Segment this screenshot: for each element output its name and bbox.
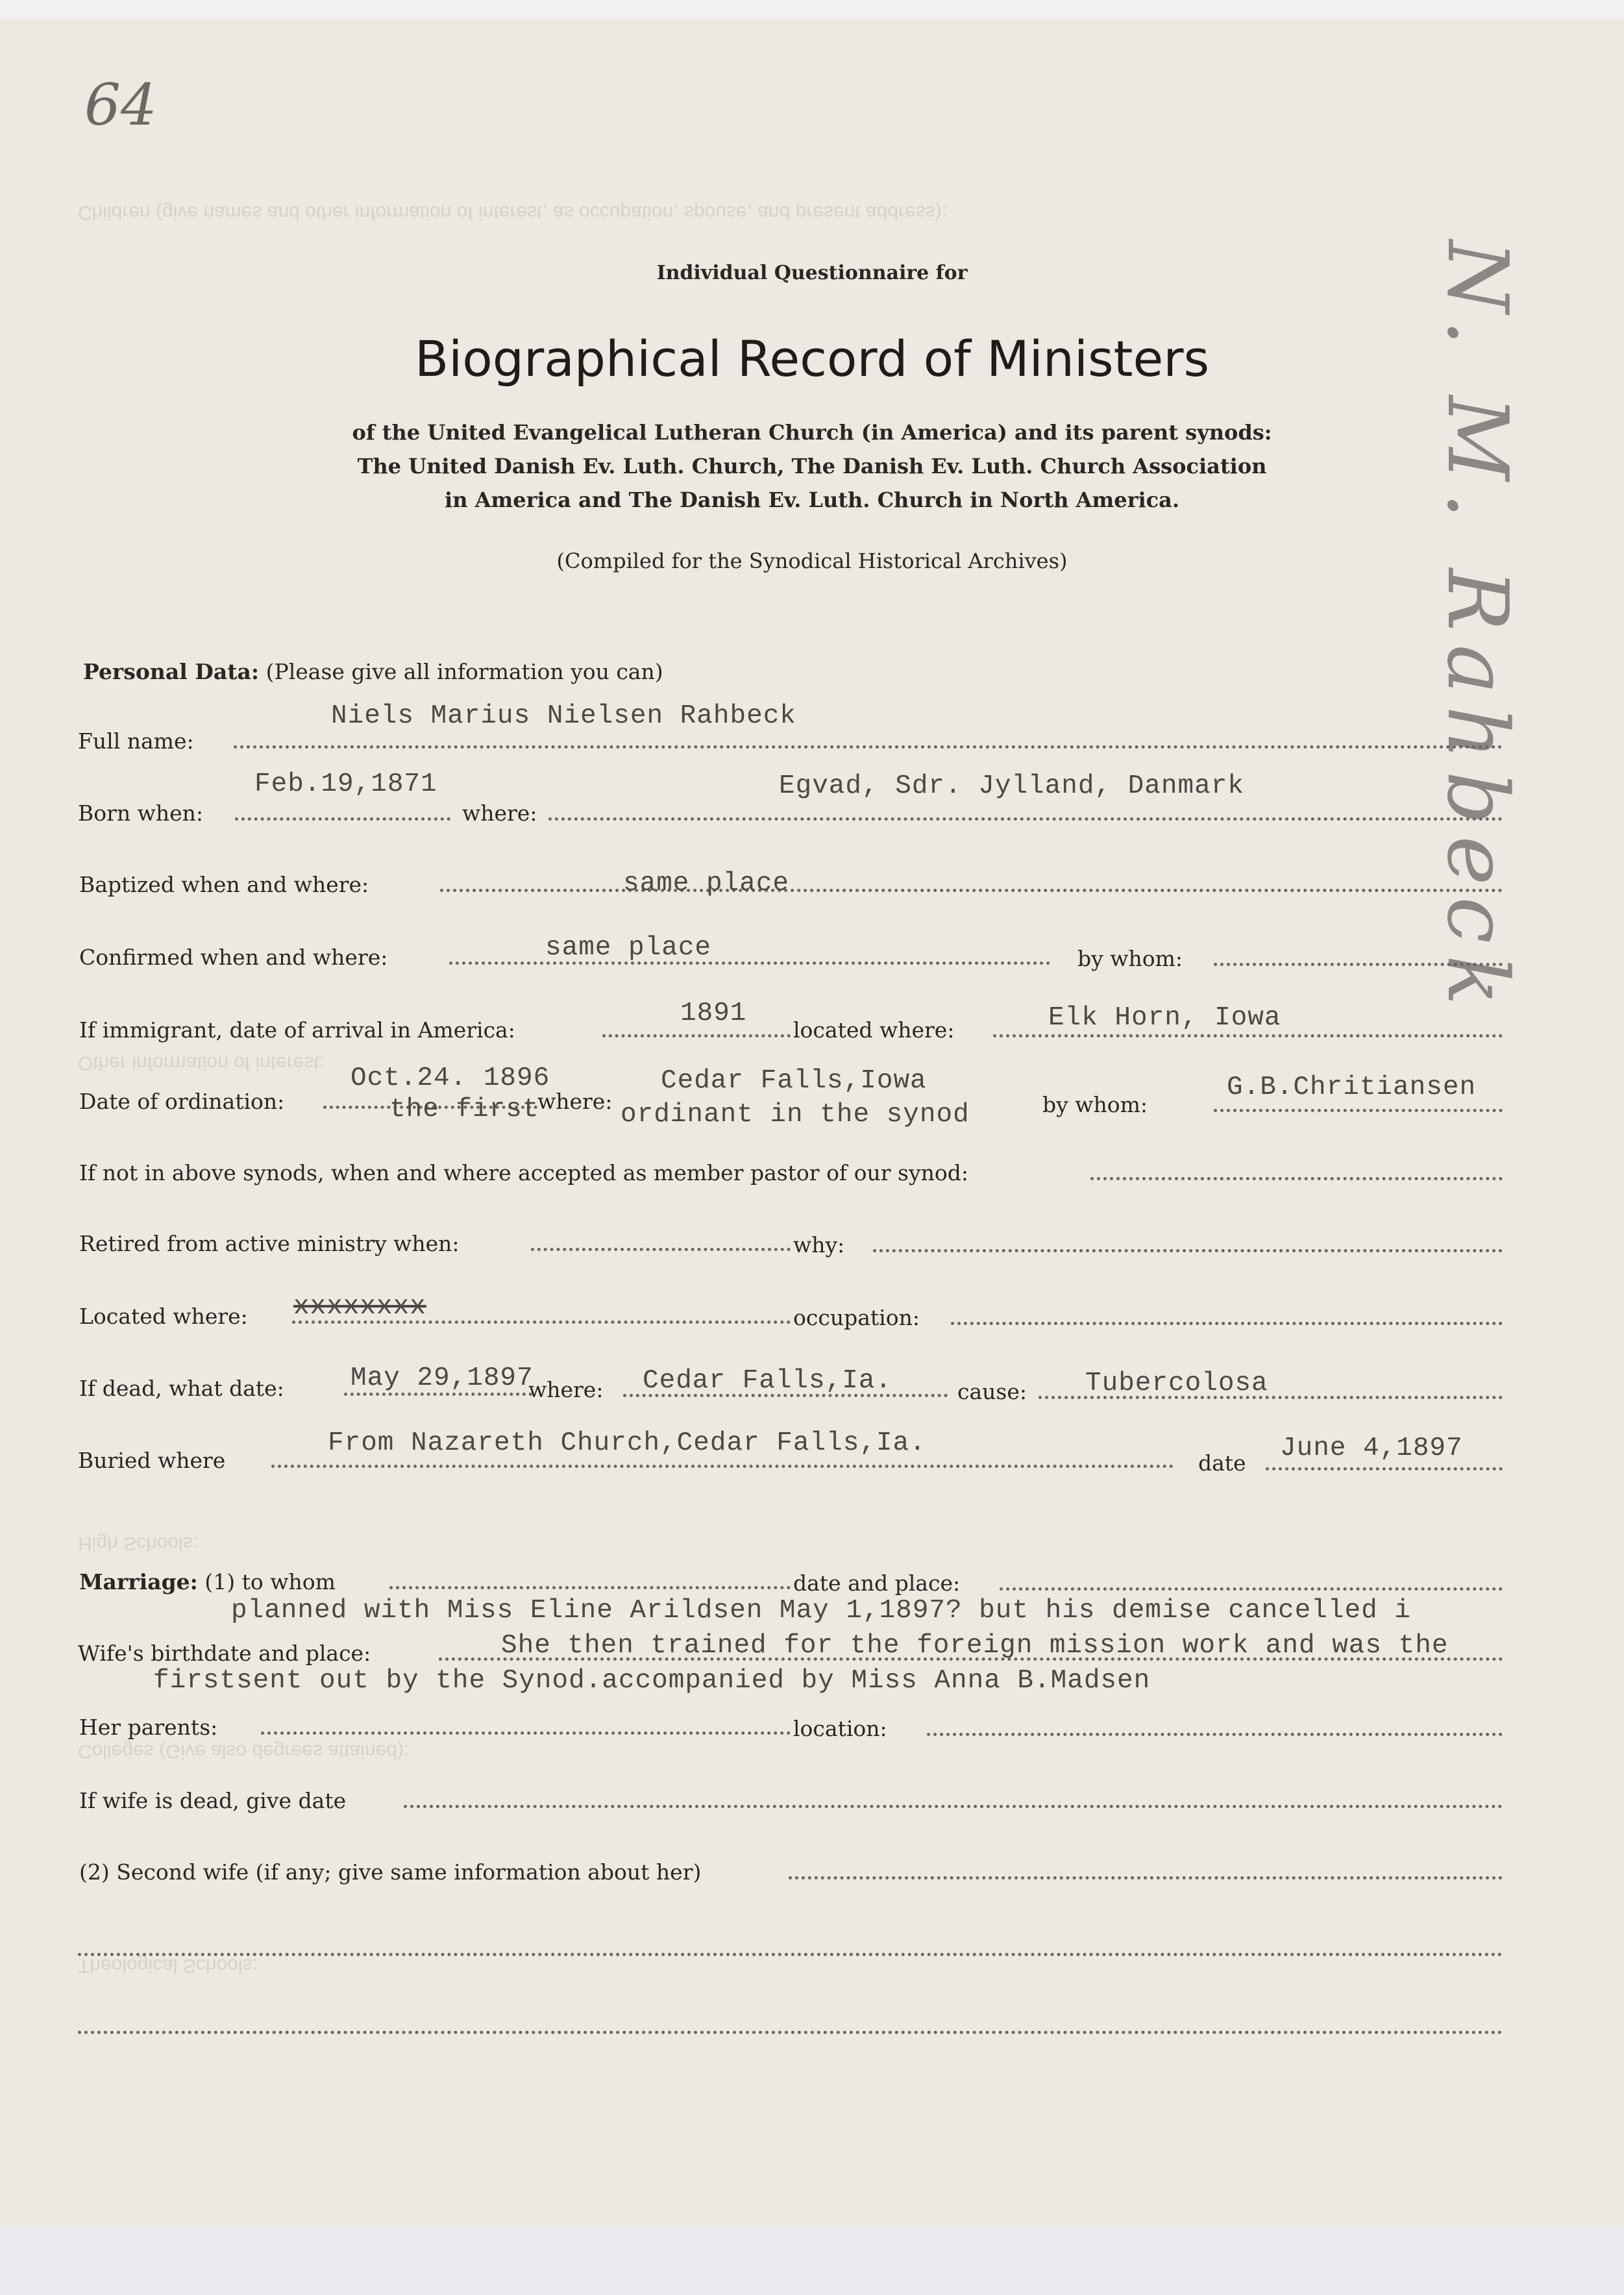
wife-dead-label: If wife is dead, give date xyxy=(79,1788,347,1813)
cause-value: Tubercolosa xyxy=(1085,1369,1268,1398)
marriage-note-line-1: planned with Miss Eline Arildsen May 1,1897? but his demise cancelled i xyxy=(231,1596,1411,1626)
blank-line-1 xyxy=(78,1953,1503,1956)
born-when-line xyxy=(235,817,450,821)
ordination-by-value: G.B.Chritiansen xyxy=(1227,1073,1477,1102)
ordination-where-label: where: xyxy=(537,1089,613,1114)
baptized-label: Baptized when and where: xyxy=(79,872,369,897)
retired-when-line xyxy=(531,1248,791,1251)
occupation-label: occupation: xyxy=(793,1305,920,1330)
wife-dead-line xyxy=(404,1805,1503,1808)
marriage-date-place-label: date and place: xyxy=(793,1570,961,1596)
handwritten-side-note: N. M. Rahbeck xyxy=(1429,240,1525,1017)
cause-label: cause: xyxy=(957,1379,1027,1404)
marriage-title: Marriage: xyxy=(79,1569,198,1594)
ordination-date-value: Oct.24. 1896 xyxy=(351,1063,550,1093)
born-where-value: Egvad, Sdr. Jylland, Danmark xyxy=(779,771,1244,801)
dead-where-label: where: xyxy=(528,1377,604,1402)
located2-struck-value: xxxxxxxx xyxy=(293,1292,426,1322)
second-wife-label: (2) Second wife (if any; give same information about her) xyxy=(79,1859,702,1885)
questionnaire-page: Children (give names and other information of interest, as occupation, spouse, and present address): Other information of interest: High Schools: Colleges (Give also degrees attained): Theological Schools: 64 N. M. Rahbeck Individual Questionnaire for Biographical Record of Ministers of the United Evangelical Lutheran Church (in America) and its parent synods: The United Danish Ev. Luth. Church, The Danish Ev. Luth. Church Association in America and The Danish Ev. Luth. Church in North America. (Compiled for the Synodical Historical Archives) Personal Data: (Please give all information you can) Full name: Niels Marius Nielsen Rahbeck Born when: Feb.19,1871 where: Egvad, Sdr. Jylland, Danmark Baptized when and where: same place Confirmed when and where: same place by whom: If immigrant, date of arrival in America: 1891 located where: Elk Horn, Iowa Date of ordination: Oct.24. 1896 the first where: Cedar Falls,Iowa ordinant in the synod by whom: G.B.Chritiansen If not in above synods, when and where accepted as member pastor of our synod: Retired from active ministry when: why: Located where: xxxxxxxx occupation: If dead, what date: May 29,1897 where: Cedar Falls,Ia. cause: Tubercolosa Buried where From Nazareth Church,Cedar Falls,Ia. date June 4,1897 Marriage: (1) to whom date and place: planned with Miss Eline Arildsen May 1,1897? but his demise cancelled i Wife's birthdate and place: She then trained for the foreign mission work and was the firstsent out by the Synod.accompanied by Miss Anna B.Madsen Her parents: location: If wife is dead, give date (2) Second wife (if any; give same information about her) xyxy=(0,19,1624,2227)
located2-label: Located where: xyxy=(79,1304,248,1329)
synods-line-2: The United Danish Ev. Luth. Church, The Danish Ev. Luth. Church Association xyxy=(357,454,1267,478)
compiled-note: (Compiled for the Synodical Historical Archives) xyxy=(556,549,1068,573)
personal-data-title: Personal Data: xyxy=(83,659,260,684)
baptized-value: same place xyxy=(623,869,790,899)
handwritten-sheet-number: 64 xyxy=(84,71,157,138)
born-when-label: Born when: xyxy=(78,800,204,826)
ordination-by-line xyxy=(1214,1109,1503,1112)
confirmed-label: Confirmed when and where: xyxy=(79,945,388,970)
buried-date-value: June 4,1897 xyxy=(1280,1433,1463,1463)
buried-where-line xyxy=(271,1465,1174,1468)
marriage-to-whom-label: (1) to whom xyxy=(204,1569,336,1594)
second-wife-line xyxy=(789,1876,1503,1879)
page-title: Biographical Record of Ministers xyxy=(414,330,1210,388)
ordination-label: Date of ordination: xyxy=(79,1089,285,1114)
ordination-by-label: by whom: xyxy=(1042,1092,1148,1117)
retired-why-line xyxy=(873,1249,1503,1252)
ordination-note-synod: ordinant in the synod xyxy=(621,1100,970,1130)
accepted-label: If not in above synods, when and where accepted as member pastor of our synod: xyxy=(79,1160,968,1185)
scan-background xyxy=(0,2227,1624,2295)
accepted-line xyxy=(1090,1177,1503,1180)
parents-location-label: location: xyxy=(793,1716,887,1741)
personal-data-note: (Please give all information you can) xyxy=(265,659,663,684)
marriage-note-line-3: firstsent out by the Synod.accompanied by Miss Anna B.Madsen xyxy=(153,1666,1151,1696)
immigrant-label: If immigrant, date of arrival in America: xyxy=(79,1017,515,1043)
dead-label: If dead, what date: xyxy=(79,1376,284,1401)
marriage-date-place-line xyxy=(1000,1587,1503,1591)
buried-date-line xyxy=(1266,1467,1503,1470)
retired-why-label: why: xyxy=(793,1232,845,1258)
full-name-label: Full name: xyxy=(78,728,194,754)
questionnaire-heading: Individual Questionnaire for xyxy=(656,262,968,284)
her-parents-line xyxy=(261,1731,791,1735)
her-parents-label: Her parents: xyxy=(79,1715,218,1740)
wife-birthdate-label: Wife's birthdate and place: xyxy=(78,1641,371,1666)
ordination-note-first: the first xyxy=(389,1095,539,1124)
located-value: Elk Horn, Iowa xyxy=(1048,1003,1281,1033)
full-name-value: Niels Marius Nielsen Rahbeck xyxy=(331,701,796,731)
full-name-line xyxy=(234,745,1503,749)
located-line xyxy=(993,1034,1503,1037)
personal-data-heading xyxy=(83,659,663,684)
marriage-note-line-2: She then trained for the foreign mission work and was the xyxy=(501,1631,1449,1661)
immigrant-date-value: 1891 xyxy=(680,999,747,1028)
synods-line-3: in America and The Danish Ev. Luth. Church in North America. xyxy=(445,488,1179,512)
confirmed-value: same place xyxy=(545,933,712,963)
confirmed-by-line xyxy=(1214,963,1503,966)
marriage-to-whom-line xyxy=(389,1586,791,1589)
located-label: located where: xyxy=(793,1017,955,1043)
confirmed-line xyxy=(449,961,1050,965)
born-where-line xyxy=(548,817,1503,821)
buried-label: Buried where xyxy=(78,1448,226,1473)
born-where-label: where: xyxy=(462,800,537,826)
marriage-heading xyxy=(79,1569,336,1594)
occupation-line xyxy=(951,1322,1503,1325)
buried-date-label: date xyxy=(1198,1450,1246,1476)
dead-date-value: May 29,1897 xyxy=(351,1363,534,1393)
buried-where-value: From Nazareth Church,Cedar Falls,Ia. xyxy=(328,1428,926,1458)
confirmed-by-label: by whom: xyxy=(1077,946,1183,971)
parents-location-line xyxy=(927,1733,1503,1736)
dead-where-value: Cedar Falls,Ia. xyxy=(643,1366,892,1396)
born-when-value: Feb.19,1871 xyxy=(254,769,437,799)
blank-line-2 xyxy=(78,2031,1503,2034)
immigrant-line xyxy=(602,1034,791,1037)
ordination-where-value: Cedar Falls,Iowa xyxy=(661,1066,927,1096)
retired-label: Retired from active ministry when: xyxy=(79,1231,460,1256)
baptized-line xyxy=(440,889,1503,892)
synods-line-1: of the United Evangelical Lutheran Church (in America) and its parent synods: xyxy=(352,420,1272,445)
